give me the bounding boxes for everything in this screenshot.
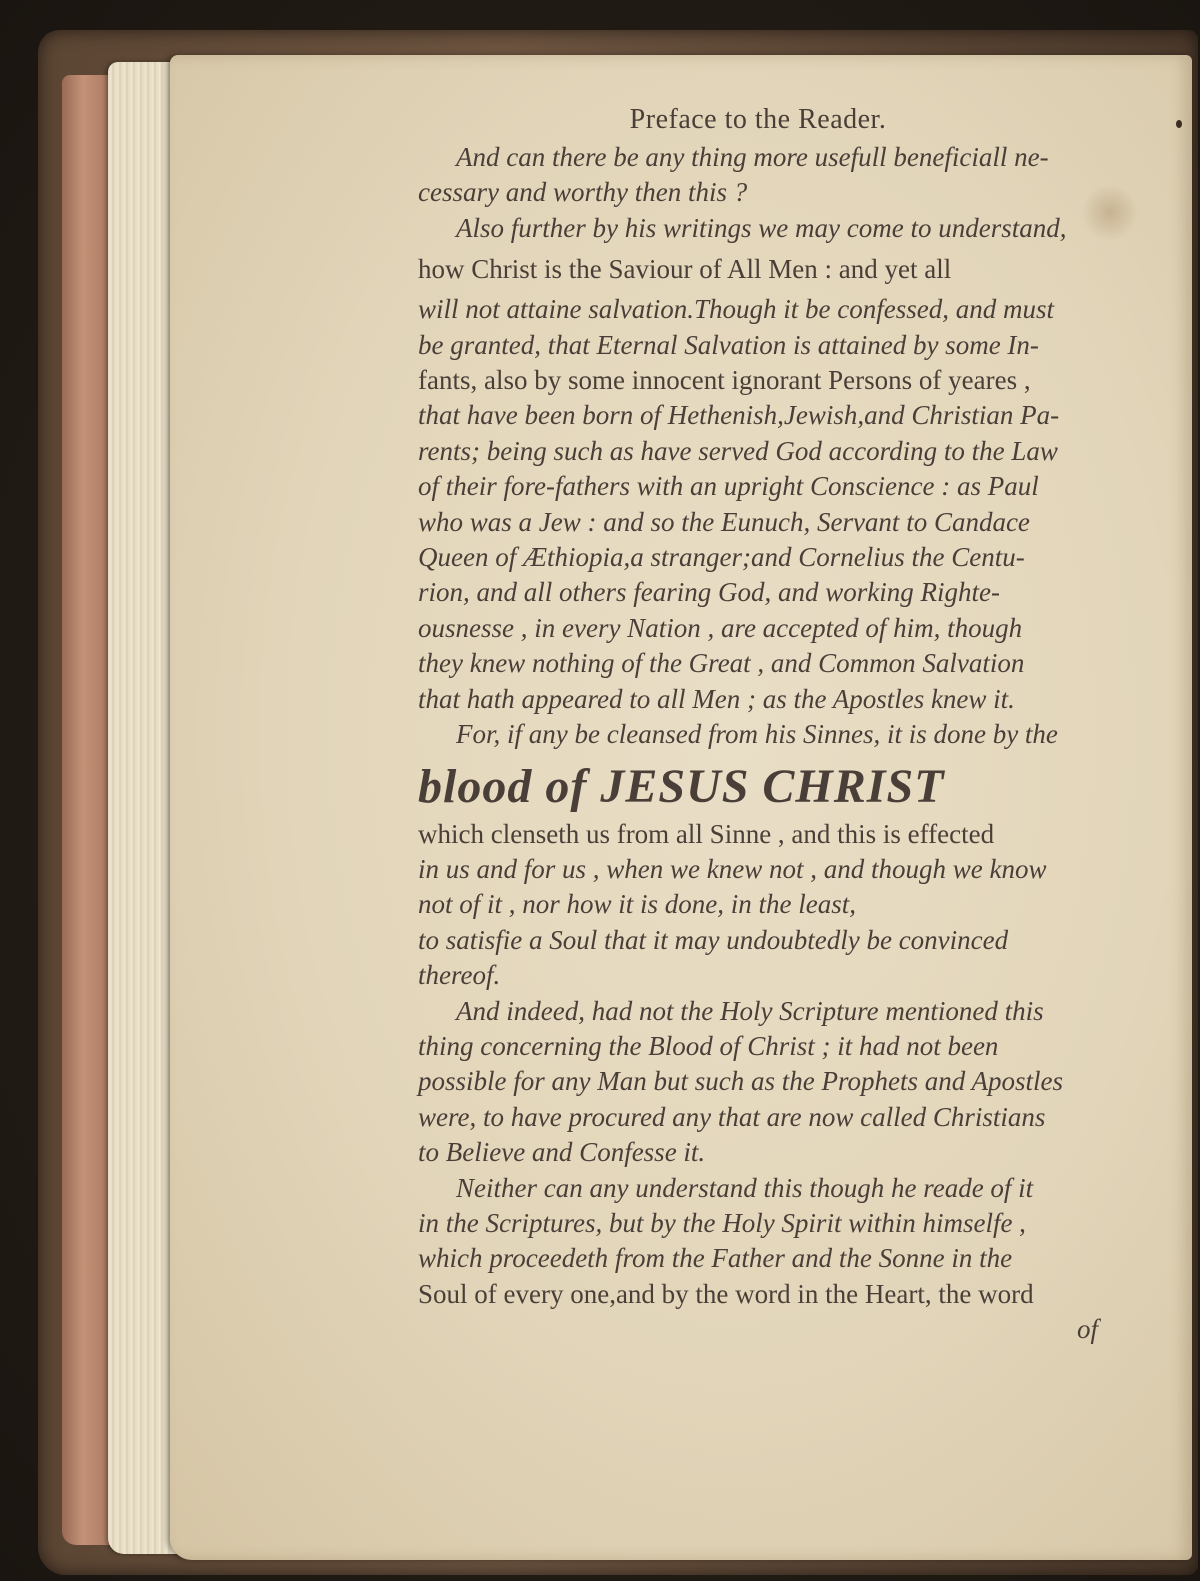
ink-dot <box>1176 120 1182 128</box>
text-line: to Believe and Confesse it. <box>418 1137 706 1168</box>
text-line: Queen of Æthiopia,a stranger;and Cornelius the Centu- <box>418 542 1025 573</box>
text-line: to satisfie a Soul that it may undoubtedly be convinced <box>418 924 1009 955</box>
catchword: of <box>1076 1314 1098 1345</box>
text-line: not of it , nor how it is done, in the least, <box>418 889 856 920</box>
text-line: Neither can any understand this though he reade of it <box>456 1172 1034 1203</box>
text-line: of their fore-fathers with an upright Conscience : as Paul <box>418 471 1039 502</box>
text-line: which clenseth us from all Sinne , and this is effected <box>418 818 995 849</box>
text-line: thereof. <box>418 960 501 991</box>
text-line: who was a Jew : and so the Eunuch, Servant to Candace <box>418 506 1030 537</box>
text-line: possible for any Man but such as the Prophets and Apostles <box>418 1066 1063 1097</box>
text-line: fants, also by some innocent ignorant Persons of yeares , <box>418 365 1031 396</box>
text-line: And indeed, had not the Holy Scripture mentioned this <box>456 995 1044 1026</box>
text-line: Also further by his writings we may come to understand, <box>456 212 1067 243</box>
text-line: be granted, that Eternal Salvation is attained by some In- <box>418 329 1039 360</box>
text-line: which proceedeth from the Father and the Sonne in the <box>418 1243 1013 1274</box>
text-line: thing concerning the Blood of Christ ; it had not been <box>418 1030 999 1061</box>
text-line: that hath appeared to all Men ; as the Apostles knew it. <box>418 683 1015 714</box>
text-line: in us and for us , when we knew not , and though we know <box>418 853 1047 884</box>
text-line: And can there be any thing more usefull beneficiall ne- <box>456 142 1049 172</box>
text-line: Soul of every one,and by the word in the Heart, the word <box>418 1278 1034 1309</box>
text-line: were, to have procured any that are now called Christians <box>418 1101 1046 1132</box>
display-line: blood of JESUS CHRIST <box>418 759 945 813</box>
text-line: they knew nothing of the Great , and Common Salvation <box>418 648 1025 679</box>
running-heading: Preface to the Reader. <box>629 104 887 135</box>
text-line: rion, and all others fearing God, and working Righte- <box>418 577 1000 608</box>
text-line: cessary and worthy then this ? <box>418 177 748 208</box>
text-line: ousnesse , in every Nation , are accepted of him, though <box>418 612 1023 643</box>
text-line: will not attaine salvation.Though it be confessed, and must <box>418 294 1054 325</box>
text-line: rents; being such as have served God according to the Law <box>418 435 1058 466</box>
text-line: that have been born of Hethenish,Jewish,and Christian Pa- <box>418 400 1060 431</box>
text-line: how Christ is the Saviour of All Men : and yet all <box>418 254 952 285</box>
text-line: in the Scriptures, but by the Holy Spirit within himselfe , <box>418 1207 1026 1238</box>
text-line: For, if any be cleansed from his Sinnes, it is done by the <box>456 719 1058 750</box>
page-text <box>418 100 1118 1348</box>
